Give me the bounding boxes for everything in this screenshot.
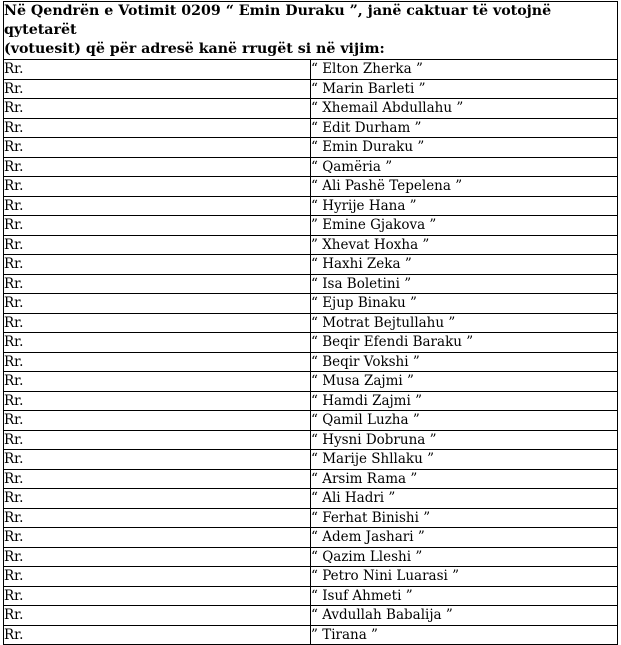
street-prefix: Rr. bbox=[4, 372, 311, 392]
street-name: “ Haxhi Zeka ” bbox=[311, 255, 618, 275]
street-name: “ Musa Zajmi ” bbox=[311, 372, 618, 392]
street-name: “ Qamil Luzha ” bbox=[311, 411, 618, 431]
street-row bbox=[4, 138, 618, 158]
street-name: ” Emine Gjakova ” bbox=[311, 216, 618, 236]
street-name: “ Emin Duraku ” bbox=[311, 138, 618, 158]
street-name: “ Ali Hadri ” bbox=[311, 489, 618, 509]
street-name: “ Hysni Dobruna ” bbox=[311, 430, 618, 450]
street-row bbox=[4, 274, 618, 294]
street-row bbox=[4, 352, 618, 372]
street-prefix: Rr. bbox=[4, 138, 311, 158]
street-row bbox=[4, 489, 618, 509]
street-name: “ Hamdi Zajmi ” bbox=[311, 391, 618, 411]
street-name: “ Elton Zherka ” bbox=[311, 60, 618, 80]
street-prefix: Rr. bbox=[4, 469, 311, 489]
street-name: “ Ferhat Binishi ” bbox=[311, 508, 618, 528]
street-name: ” Xhevat Hoxha ” bbox=[311, 235, 618, 255]
street-row bbox=[4, 118, 618, 138]
street-row bbox=[4, 586, 618, 606]
street-row bbox=[4, 333, 618, 353]
street-prefix: Rr. bbox=[4, 235, 311, 255]
street-row bbox=[4, 294, 618, 314]
street-row bbox=[4, 430, 618, 450]
street-prefix: Rr. bbox=[4, 391, 311, 411]
street-name: “ Edit Durham ” bbox=[311, 118, 618, 138]
street-row bbox=[4, 606, 618, 626]
street-name: “ Petro Nini Luarasi ” bbox=[311, 567, 618, 587]
street-name: “ Isuf Ahmeti ” bbox=[311, 586, 618, 606]
street-row bbox=[4, 411, 618, 431]
street-row bbox=[4, 625, 618, 645]
street-row bbox=[4, 196, 618, 216]
street-prefix: Rr. bbox=[4, 430, 311, 450]
street-prefix: Rr. bbox=[4, 333, 311, 353]
street-name: “ Isa Boletini ” bbox=[311, 274, 618, 294]
street-name: “ Hyrije Hana ” bbox=[311, 196, 618, 216]
street-name: “ Beqir Efendi Baraku ” bbox=[311, 333, 618, 353]
street-row bbox=[4, 157, 618, 177]
street-name: “ Qamëria ” bbox=[311, 157, 618, 177]
street-prefix: Rr. bbox=[4, 528, 311, 548]
street-prefix: Rr. bbox=[4, 352, 311, 372]
header-cell bbox=[4, 2, 618, 60]
header-line-1: Në Qendrën e Votimit 0209 “ Emin Duraku ”, janë caktuar të votojnë qytetarët bbox=[4, 3, 552, 38]
street-row bbox=[4, 547, 618, 567]
street-row bbox=[4, 528, 618, 548]
street-row bbox=[4, 567, 618, 587]
street-name: “ Marin Barleti ” bbox=[311, 79, 618, 99]
street-row bbox=[4, 313, 618, 333]
street-prefix: Rr. bbox=[4, 157, 311, 177]
street-row bbox=[4, 235, 618, 255]
street-name: “ Beqir Vokshi ” bbox=[311, 352, 618, 372]
header-row bbox=[4, 2, 618, 60]
street-name: “ Motrat Bejtullahu ” bbox=[311, 313, 618, 333]
street-row bbox=[4, 99, 618, 119]
street-list-table bbox=[3, 1, 618, 645]
street-name: “ Qazim Lleshi ” bbox=[311, 547, 618, 567]
street-prefix: Rr. bbox=[4, 196, 311, 216]
street-row bbox=[4, 255, 618, 275]
header-line-2: (votuesit) që për adresë kanë rrugët si në vijim: bbox=[4, 41, 385, 57]
street-prefix: Rr. bbox=[4, 255, 311, 275]
street-row bbox=[4, 79, 618, 99]
street-name: “ Ejup Binaku ” bbox=[311, 294, 618, 314]
street-name: “ Arsim Rama ” bbox=[311, 469, 618, 489]
street-name: “ Marije Shllaku ” bbox=[311, 450, 618, 470]
street-row bbox=[4, 391, 618, 411]
street-name: ” Tirana ” bbox=[311, 625, 618, 645]
street-prefix: Rr. bbox=[4, 586, 311, 606]
street-row bbox=[4, 450, 618, 470]
street-prefix: Rr. bbox=[4, 411, 311, 431]
street-prefix: Rr. bbox=[4, 313, 311, 333]
street-name: “ Xhemail Abdullahu ” bbox=[311, 99, 618, 119]
street-row bbox=[4, 216, 618, 236]
street-prefix: Rr. bbox=[4, 294, 311, 314]
street-prefix: Rr. bbox=[4, 79, 311, 99]
street-prefix: Rr. bbox=[4, 274, 311, 294]
street-row bbox=[4, 372, 618, 392]
street-prefix: Rr. bbox=[4, 489, 311, 509]
street-prefix: Rr. bbox=[4, 60, 311, 80]
street-row bbox=[4, 469, 618, 489]
street-row bbox=[4, 508, 618, 528]
street-prefix: Rr. bbox=[4, 118, 311, 138]
street-prefix: Rr. bbox=[4, 508, 311, 528]
street-row bbox=[4, 60, 618, 80]
street-name: “ Avdullah Babalija ” bbox=[311, 606, 618, 626]
street-prefix: Rr. bbox=[4, 450, 311, 470]
street-prefix: Rr. bbox=[4, 177, 311, 197]
street-prefix: Rr. bbox=[4, 216, 311, 236]
street-prefix: Rr. bbox=[4, 625, 311, 645]
street-prefix: Rr. bbox=[4, 606, 311, 626]
street-prefix: Rr. bbox=[4, 567, 311, 587]
street-name: “ Adem Jashari ” bbox=[311, 528, 618, 548]
street-prefix: Rr. bbox=[4, 547, 311, 567]
street-prefix: Rr. bbox=[4, 99, 311, 119]
street-row bbox=[4, 177, 618, 197]
street-name: “ Ali Pashë Tepelena ” bbox=[311, 177, 618, 197]
